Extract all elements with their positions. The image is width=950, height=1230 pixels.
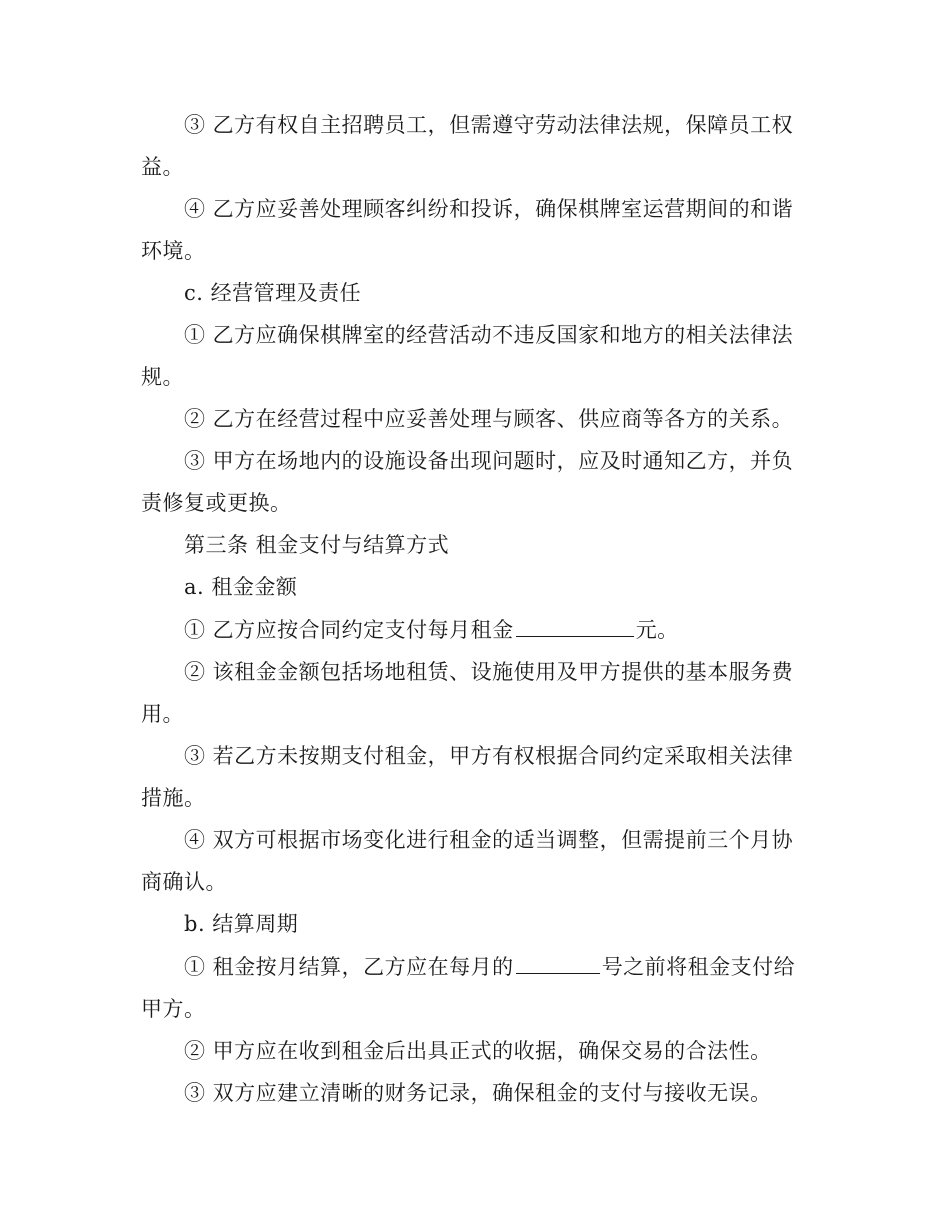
- rent-text-after: 元。: [635, 618, 679, 642]
- section-heading: a. 租金金额: [184, 575, 298, 599]
- paragraph: ② 乙方在经营过程中应妥善处理与顾客、供应商等各方的关系。: [184, 407, 794, 431]
- rent-amount-item: [141, 608, 806, 651]
- document-body: [141, 104, 806, 1114]
- paragraph: ③ 若乙方未按期支付租金，甲方有权根据合同约定采取相关法律措施。: [141, 744, 794, 810]
- article-heading: 第三条 租金支付与结算方式: [184, 533, 450, 557]
- settle-text-before: ① 租金按月结算，乙方应在每月的: [184, 955, 514, 979]
- section-heading: b. 结算周期: [184, 912, 299, 936]
- rent-text-before: ① 乙方应按合同约定支付每月租金: [184, 618, 514, 642]
- paragraph: ② 该租金金额包括场地租赁、设施使用及甲方提供的基本服务费用。: [141, 660, 794, 726]
- paragraph: ③ 甲方在场地内的设施设备出现问题时，应及时通知乙方，并负责修复或更换。: [141, 449, 794, 515]
- paragraph: ③ 双方应建立清晰的财务记录，确保租金的支付与接收无误。: [184, 1081, 772, 1105]
- section-heading: c. 经营管理及责任: [184, 281, 362, 305]
- paragraph: ④ 双方可根据市场变化进行租金的适当调整，但需提前三个月协商确认。: [141, 828, 794, 894]
- paragraph: ③ 乙方有权自主招聘员工，但需遵守劳动法律法规，保障员工权益。: [141, 113, 794, 179]
- settlement-item: [141, 945, 806, 1030]
- paragraph: ④ 乙方应妥善处理顾客纠纷和投诉，确保棋牌室运营期间的和谐环境。: [141, 197, 794, 263]
- rent-amount-blank: [516, 608, 634, 637]
- paragraph: ① 乙方应确保棋牌室的经营活动不违反国家和地方的相关法律法规。: [141, 323, 794, 389]
- settle-day-blank: [516, 945, 600, 974]
- settle-text-after: 号之前将租金支付给甲方。: [141, 955, 796, 1021]
- paragraph: ② 甲方应在收到租金后出具正式的收据，确保交易的合法性。: [184, 1039, 772, 1063]
